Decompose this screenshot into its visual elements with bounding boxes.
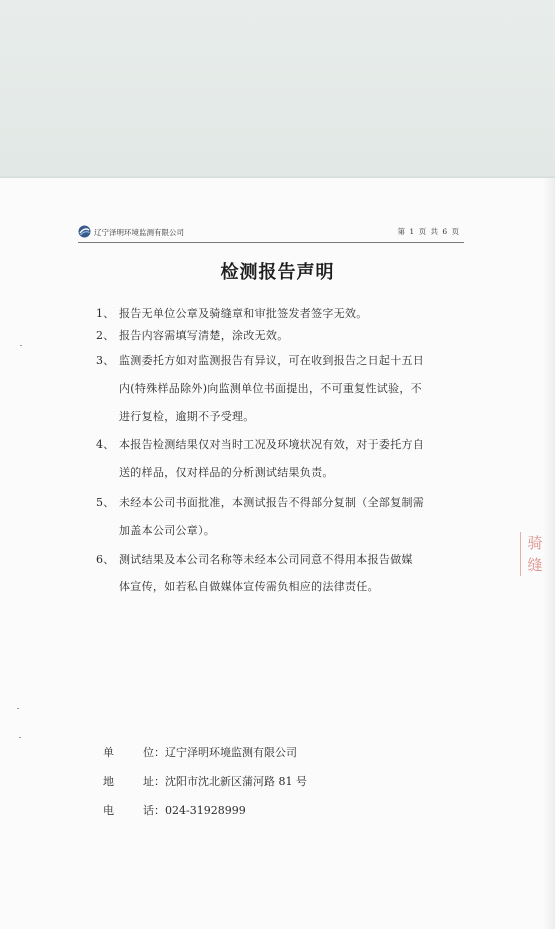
clause-number: 6、 xyxy=(96,553,115,566)
clause-line: 送的样品，仅对样品的分析测试结果负责。 xyxy=(119,466,334,479)
contact-label-suffix: 位： xyxy=(143,746,165,759)
clause-line: 测试结果及本公司名称等未经本公司同意不得用本报告做媒 xyxy=(119,553,413,566)
clause-line: 内(特殊样品除外)向监测单位书面提出，不可重复性试验，不 xyxy=(119,382,422,395)
contact-label: 单 xyxy=(103,746,114,759)
clause-line: 进行复检，逾期不予受理。 xyxy=(119,410,255,423)
clause-number: 3、 xyxy=(96,354,115,367)
clause-number: 2、 xyxy=(96,329,115,342)
scan-speck xyxy=(20,345,22,346)
clause-line: 未经本公司书面批准，本测试报告不得部分复制（全部复制需 xyxy=(119,496,425,509)
stamp-char: 骑 xyxy=(520,532,546,554)
clause-line: 监测委托方如对监测报告有异议，可在收到报告之日起十五日 xyxy=(119,354,425,367)
clause-line: 本报告检测结果仅对当时工况及环境状况有效，对于委托方自 xyxy=(119,438,425,451)
contact-address xyxy=(103,773,307,789)
clause-line: 报告内容需填写清楚，涂改无效。 xyxy=(119,329,289,342)
contact-telephone xyxy=(103,802,246,818)
contact-label: 地 xyxy=(103,775,114,788)
contact-label-suffix: 址： xyxy=(143,775,165,788)
contact-label-suffix: 话： xyxy=(143,804,165,817)
contact-unit-value: 辽宁泽明环境监测有限公司 xyxy=(165,746,297,759)
contact-address-value: 沈阳市沈北新区蒲河路 81 号 xyxy=(165,775,307,788)
clause-line: 体宣传，如若私自做媒体宣传需负相应的法律责任。 xyxy=(119,580,379,593)
header-company-name: 辽宁泽明环境监测有限公司 xyxy=(94,228,184,237)
scan-speck xyxy=(19,737,21,738)
stamp-char: 缝 xyxy=(520,554,546,576)
clause-line: 加盖本公司公章）。 xyxy=(119,524,216,537)
company-logo-icon xyxy=(78,225,91,238)
document-title: 检测报告声明 xyxy=(220,262,335,283)
scan-speck xyxy=(17,708,19,709)
clause-number: 5、 xyxy=(96,496,115,509)
clause-number: 1、 xyxy=(96,307,115,320)
perforation-seal-stamp xyxy=(520,532,546,592)
contact-telephone-value: 024-31928999 xyxy=(165,804,246,817)
clause-number: 4、 xyxy=(96,438,115,451)
page-header xyxy=(78,224,464,243)
page-number: 第 1 页 共 6 页 xyxy=(397,227,460,236)
scan-background xyxy=(0,0,555,180)
clause-line: 报告无单位公章及骑缝章和审批签发者签字无效。 xyxy=(119,307,368,320)
contact-unit xyxy=(103,744,297,760)
contact-label: 电 xyxy=(103,804,114,817)
